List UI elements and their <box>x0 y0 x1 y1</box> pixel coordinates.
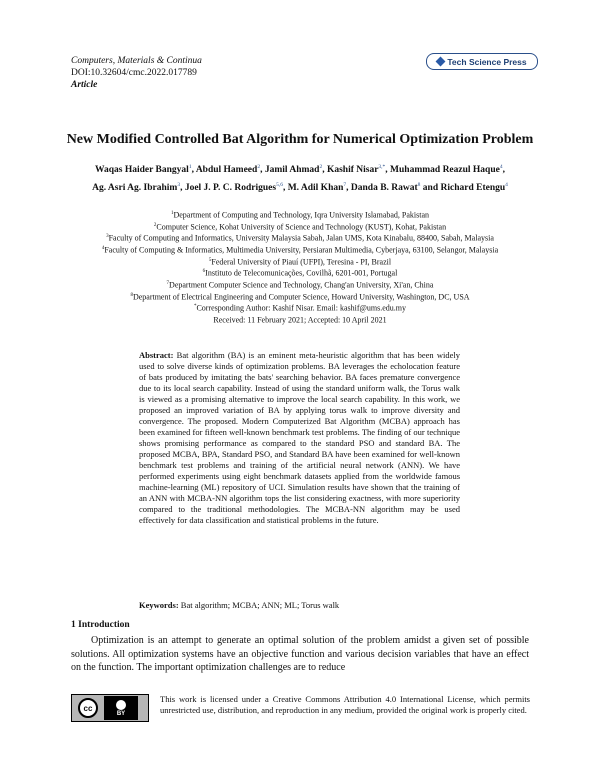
affiliation-line <box>50 314 550 326</box>
person-icon <box>116 700 126 710</box>
section-heading-introduction: 1 Introduction <box>71 620 130 630</box>
affiliation-line <box>50 279 550 291</box>
abstract-label: Abstract: <box>139 350 174 360</box>
affiliation-text: Faculty of Computing and Informatics, University Malaysia Sabah, Jalan UMS, Kota Kinabalu, 88400, Sabah, Malaysia <box>108 233 494 243</box>
author-affiliation-mark[interactable]: 2 <box>257 164 261 170</box>
author-name: Ag. Asri Ag. Ibrahim <box>92 183 178 194</box>
affiliation-mark: 3 <box>106 234 109 240</box>
article-type: Article <box>71 80 98 90</box>
doi[interactable]: DOI:10.32604/cmc.2022.017789 <box>71 68 197 78</box>
author-name: Kashif Nisar <box>326 165 379 176</box>
affiliation-text: Faculty of Computing & Informatics, Multimedia University, Persiaran Multimedia, Cyberjaya, 63100, Selangor, Malaysia <box>104 245 499 255</box>
publisher-mark-icon <box>436 57 446 67</box>
author-separator: , <box>502 165 505 176</box>
introduction-text: Optimization is an attempt to generate an optimal solution of the problem amidst a given set of possible solutions. All optimization systems have an objective function and various decision variables that have an effect on the function. The important optimization challenges are to reduce <box>71 635 529 673</box>
author-name: M. Adil Khan <box>287 183 344 194</box>
affiliation-line <box>50 291 550 303</box>
author-name: Abdul Hameed <box>195 165 258 176</box>
author-name: Richard Etengu <box>440 183 506 194</box>
author-separator: , <box>180 183 185 194</box>
author-name: Joel J. P. C. Rodrigues <box>184 183 277 194</box>
author-affiliation-mark[interactable]: 5,6 <box>276 182 283 189</box>
affiliation-line <box>50 244 550 256</box>
author-affiliation-mark[interactable]: 3 <box>177 182 181 189</box>
affiliation-mark: * <box>193 304 197 310</box>
author-affiliation-mark[interactable]: 8 <box>417 182 421 189</box>
affiliation-line <box>50 256 550 268</box>
cc-icon: cc <box>78 698 98 718</box>
affiliation-text: Received: 11 February 2021; Accepted: 10 April 2021 <box>213 315 387 325</box>
affiliation-line <box>50 232 550 244</box>
publisher-name: Tech Science Press <box>447 56 527 67</box>
affiliation-line <box>50 209 550 221</box>
abstract <box>139 350 460 526</box>
affiliation-line <box>50 267 550 279</box>
affiliation-mark: 8 <box>130 292 133 298</box>
affiliation-mark: 6 <box>202 269 206 275</box>
publisher-logo[interactable] <box>426 53 538 70</box>
author-name: Danda B. Rawat <box>350 183 418 194</box>
affiliations <box>50 209 550 326</box>
author-separator: , <box>385 165 391 176</box>
author-affiliation-mark[interactable]: 7 <box>343 182 347 189</box>
affiliation-mark: 1 <box>170 211 174 216</box>
affiliation-mark: 5 <box>208 257 212 263</box>
license-text: This work is licensed under a Creative Commons Attribution 4.0 International License, which permits unrestricted use, distribution, and reproduction in any medium, provided the original work is properly cited. <box>160 694 530 715</box>
affiliation-line <box>50 221 550 233</box>
author-separator: , <box>282 183 288 194</box>
affiliation-text: Department of Electrical Engineering and Computer Science, Howard University, Washington, DC, USA <box>132 292 470 302</box>
author-name: Waqas Haider Bangyal <box>95 165 189 176</box>
author-separator: , <box>322 165 327 176</box>
author-separator: and <box>420 183 441 194</box>
affiliation-line <box>50 302 550 314</box>
abstract-text: Bat algorithm (BA) is an eminent meta-heuristic algorithm that has been widely used to solve diverse kinds of optimization problems. BA leverages the echolocation feature of bats produced by imitating the bats' searching behavior. BA faces premature convergence due to its local search capability. Instead of using the standard uniform walk, the Torus walk is viewed as a promising alternative to improve the local search capability. In this work, we proposed an improved variation of BA by applying torus walk to improve diversity and convergence. The proposed. Modern Computerized Bat Algorithm (MCBA) approach has been examined for fifteen well-known benchmark test problems. The finding of our technique shows promising performance as compared to the standard PSO and standard BA. The proposed MCBA, BPA, Standard PSO, and Standard BA have been examined for well-known benchmark test problems and training of the artificial neural network (ANN). We have performed experiments using eight benchmark datasets applied from the worldwide famous machine-learning (ML) repository of UCI. Simulation results have shown that the training of an ANN with MCBA-NN algorithm tops the list considering exactness, with more superiority compared to the traditional methodologies. The MCBA-NN algorithm may be used effectively for data classification and statistical problems in the future. <box>139 350 460 525</box>
affiliation-text: Department Computer Science and Technology, Chang'an University, Xi'an, China <box>169 280 434 290</box>
author-affiliation-mark[interactable]: 4 <box>505 182 508 189</box>
author-separator: , <box>191 165 196 176</box>
affiliation-text: Corresponding Author: Kashif Nisar. Email: kashif@ums.edu.my <box>196 303 407 313</box>
keywords-text: Bat algorithm; MCBA; ANN; ML; Torus walk <box>180 600 340 610</box>
by-icon <box>104 696 138 720</box>
affiliation-text: Department of Computing and Technology, Iqra University Islamabad, Pakistan <box>173 210 430 220</box>
keywords-label: Keywords: <box>139 600 179 610</box>
by-label: BY <box>116 710 126 717</box>
author-list <box>60 160 540 196</box>
affiliation-mark: 2 <box>153 222 157 228</box>
affiliation-text: Computer Science, Kohat University of Science and Technology (KUST), Kohat, Pakistan <box>156 222 447 232</box>
paper-title: New Modified Controlled Bat Algorithm for Numerical Optimization Problem <box>66 132 534 147</box>
journal-name: Computers, Materials & Continua <box>71 56 202 66</box>
affiliation-text: Instituto de Telecomunicações, Covilhã, 6201-001, Portugal <box>205 268 398 278</box>
affiliation-mark: 7 <box>166 280 170 286</box>
author-name: Jamil Ahmad <box>264 165 320 176</box>
author-name: Muhammad Reazul Haque <box>390 165 500 176</box>
affiliation-text: Federal University of Piauí (UFPI), Teresina - PI, Brazil <box>211 257 392 267</box>
author-affiliation-mark[interactable]: 2 <box>319 164 323 170</box>
keywords <box>139 600 460 610</box>
author-affiliation-mark[interactable]: 4 <box>499 164 503 170</box>
author-separator: , <box>346 183 351 194</box>
author-affiliation-mark[interactable]: 1 <box>188 164 192 170</box>
author-separator: , <box>260 165 265 176</box>
cc-by-license-logo[interactable] <box>71 694 149 722</box>
affiliation-mark: 4 <box>101 245 105 251</box>
author-affiliation-mark[interactable]: 3,* <box>378 164 386 170</box>
